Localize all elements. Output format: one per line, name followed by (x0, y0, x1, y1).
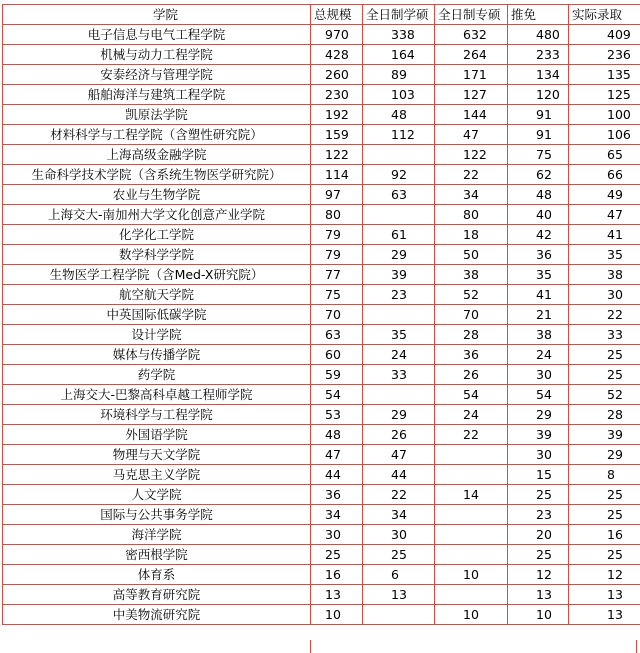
total-scale-cell: 77 (311, 265, 363, 285)
total-scale-cell: 44 (311, 465, 363, 485)
recommended-cell: 120 (508, 85, 569, 105)
table-row (3, 285, 640, 305)
total-scale-cell: 30 (311, 525, 363, 545)
actual-admitted-cell: 35 (569, 245, 640, 265)
total-scale-cell: 97 (311, 185, 363, 205)
actual-admitted-cell: 106 (569, 125, 640, 145)
fulltime-academic-cell: 29 (363, 405, 435, 425)
fulltime-academic-cell: 92 (363, 165, 435, 185)
fulltime-academic-cell: 33 (363, 365, 435, 385)
school-name-cell: 化学化工学院 (3, 225, 311, 245)
actual-admitted-cell: 52 (569, 385, 640, 405)
table-row (3, 185, 640, 205)
total-scale-cell: 53 (311, 405, 363, 425)
school-name-cell: 中美物流研究院 (3, 605, 311, 625)
school-name-cell: 马克思主义学院 (3, 465, 311, 485)
total-scale-cell: 192 (311, 105, 363, 125)
fulltime-professional-cell (435, 525, 508, 545)
fulltime-professional-cell: 171 (435, 65, 508, 85)
total-scale-cell: 36 (311, 485, 363, 505)
recommended-cell: 134 (508, 65, 569, 85)
total-scale-cell: 63 (311, 325, 363, 345)
actual-admitted-cell: 25 (569, 485, 640, 505)
fulltime-professional-cell: 34 (435, 185, 508, 205)
fulltime-professional-cell: 52 (435, 285, 508, 305)
school-name-cell: 人文学院 (3, 485, 311, 505)
fulltime-professional-cell: 264 (435, 45, 508, 65)
header-fulltime-professional: 全日制专硕 (435, 5, 508, 25)
column-divider (310, 640, 311, 653)
total-scale-cell: 60 (311, 345, 363, 365)
school-name-cell: 船舶海洋与建筑工程学院 (3, 85, 311, 105)
actual-admitted-cell: 65 (569, 145, 640, 165)
school-name-cell: 凯原法学院 (3, 105, 311, 125)
fulltime-academic-cell (363, 385, 435, 405)
recommended-cell: 41 (508, 285, 569, 305)
fulltime-academic-cell: 13 (363, 585, 435, 605)
table-row (3, 265, 640, 285)
fulltime-academic-cell: 39 (363, 265, 435, 285)
column-divider (636, 640, 637, 653)
fulltime-academic-cell: 338 (363, 25, 435, 45)
recommended-cell: 42 (508, 225, 569, 245)
actual-admitted-cell: 12 (569, 565, 640, 585)
recommended-cell: 23 (508, 505, 569, 525)
table-row (3, 345, 640, 365)
total-scale-cell: 13 (311, 585, 363, 605)
total-scale-cell: 16 (311, 565, 363, 585)
table-row (3, 405, 640, 425)
actual-admitted-cell: 13 (569, 585, 640, 605)
school-name-cell: 电子信息与电气工程学院 (3, 25, 311, 45)
actual-admitted-cell: 409 (569, 25, 640, 45)
fulltime-academic-cell: 29 (363, 245, 435, 265)
fulltime-academic-cell (363, 205, 435, 225)
table-row (3, 365, 640, 385)
actual-admitted-cell: 125 (569, 85, 640, 105)
header-row (3, 5, 640, 25)
fulltime-professional-cell: 122 (435, 145, 508, 165)
total-scale-cell: 428 (311, 45, 363, 65)
fulltime-academic-cell: 22 (363, 485, 435, 505)
school-name-cell: 高等教育研究院 (3, 585, 311, 605)
fulltime-professional-cell: 18 (435, 225, 508, 245)
fulltime-professional-cell (435, 465, 508, 485)
header-school: 学院 (3, 5, 311, 25)
recommended-cell: 39 (508, 425, 569, 445)
fulltime-academic-cell: 48 (363, 105, 435, 125)
recommended-cell: 25 (508, 485, 569, 505)
school-name-cell: 国际与公共事务学院 (3, 505, 311, 525)
table-row (3, 145, 640, 165)
table-row (3, 85, 640, 105)
table-row (3, 65, 640, 85)
actual-admitted-cell: 33 (569, 325, 640, 345)
total-scale-cell: 79 (311, 225, 363, 245)
recommended-cell: 75 (508, 145, 569, 165)
table-row (3, 465, 640, 485)
fulltime-professional-cell: 47 (435, 125, 508, 145)
fulltime-professional-cell: 50 (435, 245, 508, 265)
recommended-cell: 91 (508, 125, 569, 145)
school-name-cell: 航空航天学院 (3, 285, 311, 305)
total-scale-cell: 47 (311, 445, 363, 465)
table-row (3, 585, 640, 605)
recommended-cell: 91 (508, 105, 569, 125)
total-scale-cell: 970 (311, 25, 363, 45)
school-name-cell: 密西根学院 (3, 545, 311, 565)
fulltime-academic-cell (363, 145, 435, 165)
school-name-cell: 物理与天文学院 (3, 445, 311, 465)
table-row (3, 225, 640, 245)
recommended-cell: 38 (508, 325, 569, 345)
total-scale-cell: 10 (311, 605, 363, 625)
actual-admitted-cell: 25 (569, 365, 640, 385)
total-scale-cell: 122 (311, 145, 363, 165)
actual-admitted-cell: 66 (569, 165, 640, 185)
recommended-cell: 29 (508, 405, 569, 425)
table-row (3, 205, 640, 225)
school-name-cell: 中英国际低碳学院 (3, 305, 311, 325)
fulltime-academic-cell: 24 (363, 345, 435, 365)
school-name-cell: 药学院 (3, 365, 311, 385)
recommended-cell: 30 (508, 365, 569, 385)
actual-admitted-cell: 38 (569, 265, 640, 285)
total-scale-cell: 114 (311, 165, 363, 185)
recommended-cell: 233 (508, 45, 569, 65)
table-row (3, 505, 640, 525)
recommended-cell: 21 (508, 305, 569, 325)
fulltime-professional-cell (435, 505, 508, 525)
table-row (3, 445, 640, 465)
recommended-cell: 30 (508, 445, 569, 465)
fulltime-academic-cell (363, 605, 435, 625)
table-row (3, 425, 640, 445)
table-row (3, 385, 640, 405)
fulltime-academic-cell: 47 (363, 445, 435, 465)
school-name-cell: 外国语学院 (3, 425, 311, 445)
total-scale-cell: 59 (311, 365, 363, 385)
table-row (3, 545, 640, 565)
school-name-cell: 数学科学学院 (3, 245, 311, 265)
total-scale-cell: 79 (311, 245, 363, 265)
fulltime-academic-cell: 112 (363, 125, 435, 145)
fulltime-professional-cell (435, 545, 508, 565)
total-scale-cell: 25 (311, 545, 363, 565)
table-row (3, 485, 640, 505)
school-name-cell: 媒体与传播学院 (3, 345, 311, 365)
recommended-cell: 48 (508, 185, 569, 205)
table-row (3, 45, 640, 65)
recommended-cell: 480 (508, 25, 569, 45)
school-name-cell: 机械与动力工程学院 (3, 45, 311, 65)
fulltime-academic-cell: 34 (363, 505, 435, 525)
actual-admitted-cell: 39 (569, 425, 640, 445)
school-name-cell: 上海交大-南加州大学文化创意产业学院 (3, 205, 311, 225)
header-total-scale: 总规模 (311, 5, 363, 25)
total-scale-cell: 80 (311, 205, 363, 225)
table-row (3, 105, 640, 125)
table-row (3, 25, 640, 45)
fulltime-academic-cell: 6 (363, 565, 435, 585)
actual-admitted-cell: 13 (569, 605, 640, 625)
fulltime-professional-cell: 14 (435, 485, 508, 505)
fulltime-academic-cell: 30 (363, 525, 435, 545)
fulltime-professional-cell: 22 (435, 425, 508, 445)
table-row (3, 165, 640, 185)
total-scale-cell: 34 (311, 505, 363, 525)
total-scale-cell: 230 (311, 85, 363, 105)
fulltime-academic-cell: 89 (363, 65, 435, 85)
table-row (3, 325, 640, 345)
recommended-cell: 36 (508, 245, 569, 265)
fulltime-academic-cell: 63 (363, 185, 435, 205)
fulltime-academic-cell: 26 (363, 425, 435, 445)
total-scale-cell: 54 (311, 385, 363, 405)
actual-admitted-cell: 100 (569, 105, 640, 125)
fulltime-professional-cell: 26 (435, 365, 508, 385)
actual-admitted-cell: 49 (569, 185, 640, 205)
fulltime-academic-cell: 61 (363, 225, 435, 245)
fulltime-professional-cell: 54 (435, 385, 508, 405)
fulltime-professional-cell: 24 (435, 405, 508, 425)
fulltime-professional-cell: 80 (435, 205, 508, 225)
recommended-cell: 62 (508, 165, 569, 185)
actual-admitted-cell: 16 (569, 525, 640, 545)
school-name-cell: 设计学院 (3, 325, 311, 345)
total-scale-cell: 75 (311, 285, 363, 305)
fulltime-professional-cell: 632 (435, 25, 508, 45)
recommended-cell: 20 (508, 525, 569, 545)
total-scale-cell: 260 (311, 65, 363, 85)
recommended-cell: 25 (508, 545, 569, 565)
actual-admitted-cell: 47 (569, 205, 640, 225)
fulltime-professional-cell: 28 (435, 325, 508, 345)
actual-admitted-cell: 236 (569, 45, 640, 65)
enrollment-table (2, 4, 640, 625)
school-name-cell: 生命科学技术学院（含系统生物医学研究院） (3, 165, 311, 185)
header-actual-admitted: 实际录取 (569, 5, 640, 25)
fulltime-professional-cell: 38 (435, 265, 508, 285)
recommended-cell: 15 (508, 465, 569, 485)
fulltime-academic-cell: 25 (363, 545, 435, 565)
school-name-cell: 生物医学工程学院（含Med-X研究院） (3, 265, 311, 285)
recommended-cell: 10 (508, 605, 569, 625)
actual-admitted-cell: 30 (569, 285, 640, 305)
table-row (3, 305, 640, 325)
school-name-cell: 环境科学与工程学院 (3, 405, 311, 425)
header-recommended: 推免 (508, 5, 569, 25)
table-body (3, 25, 640, 625)
actual-admitted-cell: 25 (569, 545, 640, 565)
fulltime-professional-cell: 144 (435, 105, 508, 125)
fulltime-academic-cell: 44 (363, 465, 435, 485)
actual-admitted-cell: 41 (569, 225, 640, 245)
header-fulltime-academic: 全日制学硕 (363, 5, 435, 25)
total-scale-cell: 159 (311, 125, 363, 145)
actual-admitted-cell: 25 (569, 345, 640, 365)
recommended-cell: 40 (508, 205, 569, 225)
fulltime-academic-cell (363, 305, 435, 325)
table-row (3, 245, 640, 265)
fulltime-academic-cell: 35 (363, 325, 435, 345)
recommended-cell: 12 (508, 565, 569, 585)
school-name-cell: 安泰经济与管理学院 (3, 65, 311, 85)
fulltime-professional-cell (435, 445, 508, 465)
recommended-cell: 13 (508, 585, 569, 605)
school-name-cell: 农业与生物学院 (3, 185, 311, 205)
table-row (3, 565, 640, 585)
actual-admitted-cell: 29 (569, 445, 640, 465)
table-row (3, 525, 640, 545)
recommended-cell: 54 (508, 385, 569, 405)
fulltime-professional-cell (435, 585, 508, 605)
fulltime-professional-cell: 70 (435, 305, 508, 325)
fulltime-professional-cell: 22 (435, 165, 508, 185)
table-row (3, 605, 640, 625)
fulltime-academic-cell: 23 (363, 285, 435, 305)
fulltime-academic-cell: 164 (363, 45, 435, 65)
fulltime-academic-cell: 103 (363, 85, 435, 105)
school-name-cell: 材料科学与工程学院（含塑性研究院） (3, 125, 311, 145)
fulltime-professional-cell: 10 (435, 605, 508, 625)
school-name-cell: 体育系 (3, 565, 311, 585)
fulltime-professional-cell: 10 (435, 565, 508, 585)
fulltime-professional-cell: 36 (435, 345, 508, 365)
actual-admitted-cell: 28 (569, 405, 640, 425)
total-scale-cell: 70 (311, 305, 363, 325)
recommended-cell: 24 (508, 345, 569, 365)
table-row (3, 125, 640, 145)
actual-admitted-cell: 22 (569, 305, 640, 325)
school-name-cell: 海洋学院 (3, 525, 311, 545)
school-name-cell: 上海高级金融学院 (3, 145, 311, 165)
school-name-cell: 上海交大-巴黎高科卓越工程师学院 (3, 385, 311, 405)
actual-admitted-cell: 8 (569, 465, 640, 485)
fulltime-professional-cell: 127 (435, 85, 508, 105)
actual-admitted-cell: 135 (569, 65, 640, 85)
total-scale-cell: 48 (311, 425, 363, 445)
actual-admitted-cell: 25 (569, 505, 640, 525)
recommended-cell: 35 (508, 265, 569, 285)
